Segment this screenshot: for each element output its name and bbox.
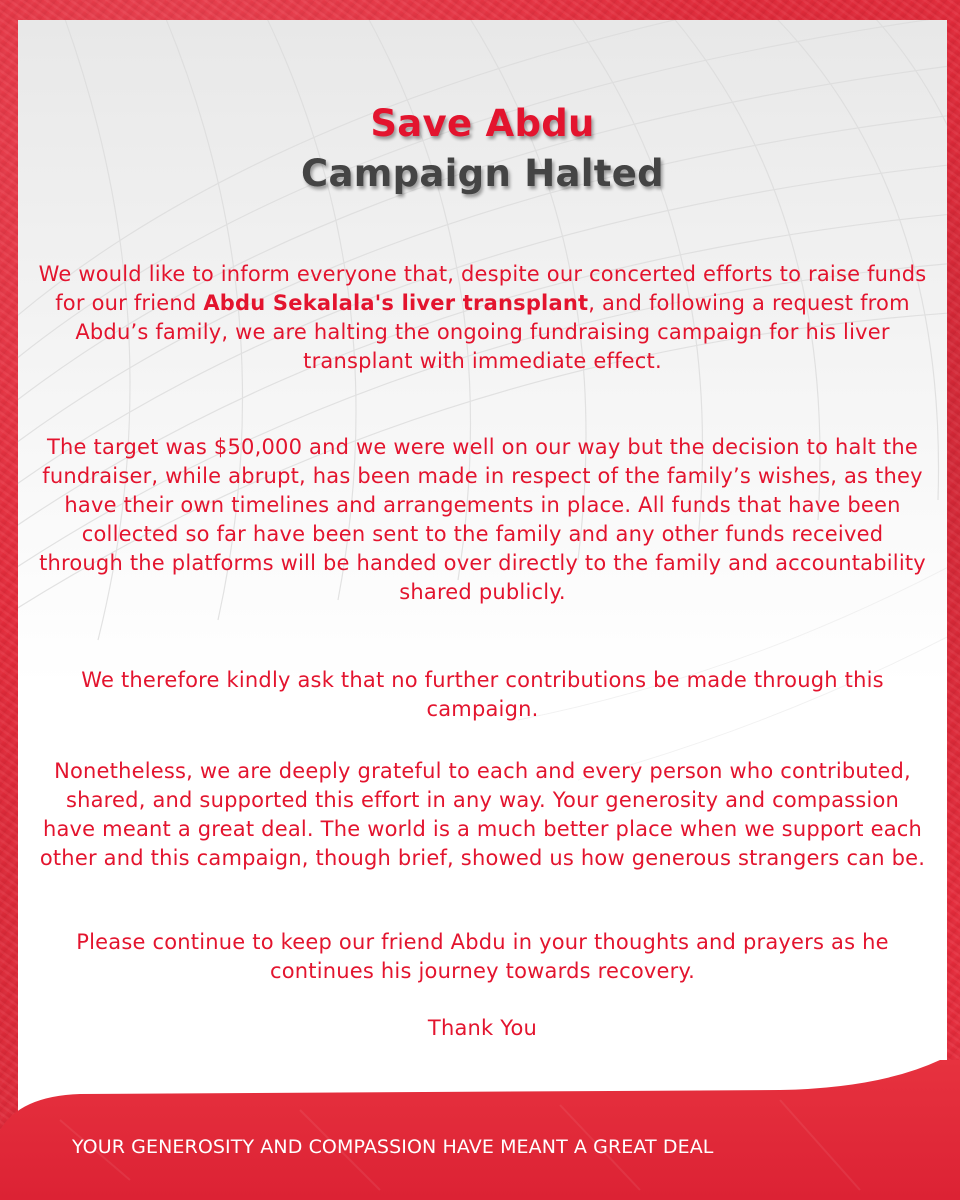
liver-transplant-highlight: Abdu Sekalala's liver transplant [203,291,589,315]
paragraph-target-funds: The target was $50,000 and we were well on our way but the decision to halt the fundraiser, while abrupt, has been made in respect of the family’s wishes, as they have their own timelines and arrangements in place. All funds that have been collected so far have been sent to the family and any other funds received through the platforms will be handed over directly to the family and accountability shared publicly. [39,435,926,604]
paragraph-prayers: Please continue to keep our friend Abdu in your thoughts and prayers as he continues his journey towards recovery. [76,930,889,983]
footer-tagline: YOUR GENEROSITY AND COMPASSION HAVE MEANT A GREAT DEAL [72,1136,714,1158]
bottom-red-wave [0,1060,960,1200]
paragraph-gratitude: Nonetheless, we are deeply grateful to each and every person who contributed, shared, and supported this effort in any way. Your generosity and compassion have meant a great deal. The world is a much better place when we support each other and this campaign, though brief, showed us how generous strangers can be. [39,759,926,870]
paragraph-announcement-start: We would like to inform everyone that, despite our concerted efforts to raise funds for our friend [38,262,927,315]
paragraph-no-contributions: We therefore kindly ask that no further contributions be made through this campaign. [81,668,884,721]
paragraph-announcement-end: , and following a request from Abdu’s family, we are halting the ongoing fundraising campaign for his liver transplant with immediate effect. [75,291,910,373]
thank-you-text: Thank You [427,1016,538,1040]
title-campaign-halted: Campaign Halted [301,152,664,195]
paragraph-announcement [38,260,927,376]
title-save-abdu: Save Abdu [370,102,595,145]
